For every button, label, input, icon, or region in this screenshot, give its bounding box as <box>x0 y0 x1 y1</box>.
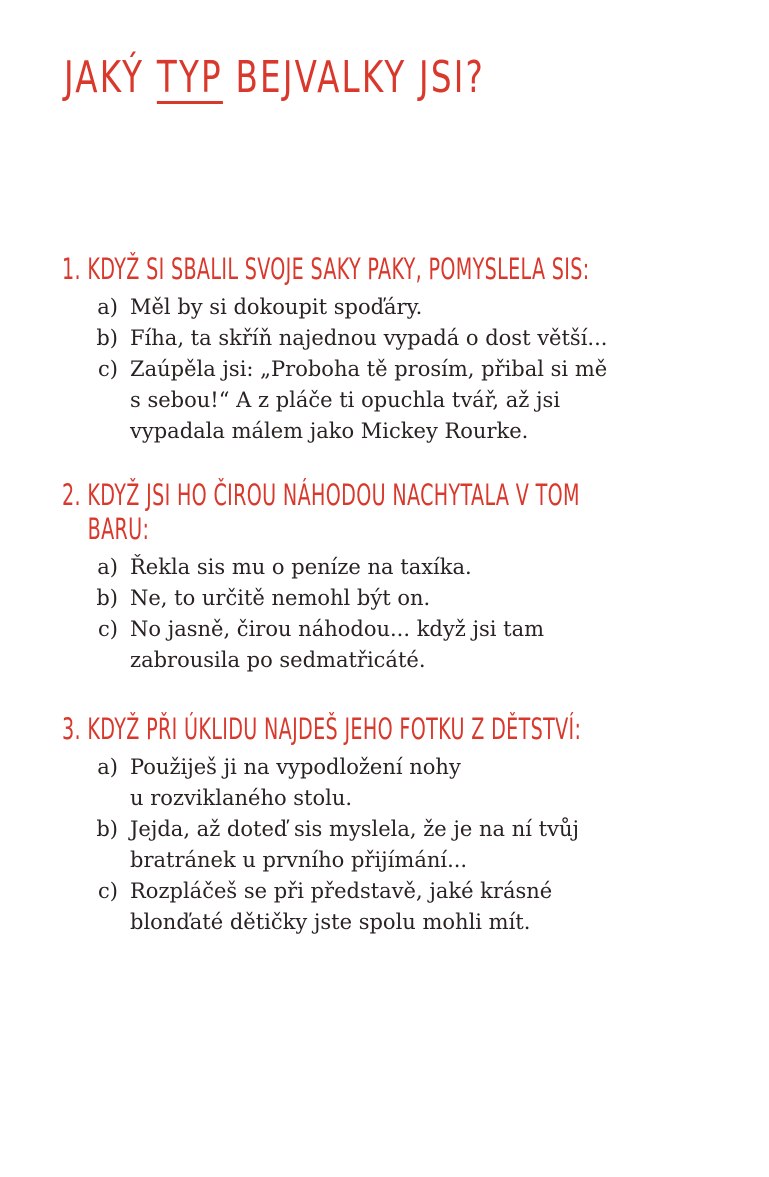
answer-text: Zaúpěla jsi: „Proboha tě prosím, přibal si mě s sebou!“ A z pláče ti opuchla tvář, až jsi vypadala málem jako Mickey Rourke. <box>130 357 608 443</box>
answer-letter: a) <box>97 555 118 579</box>
question-3 <box>62 712 745 938</box>
question-1-answers <box>62 292 745 447</box>
answer-letter: b) <box>96 326 118 350</box>
question-2 <box>62 478 745 676</box>
title-underlined-word: TYP <box>156 52 223 103</box>
answer-text: Ne, to určitě nemohl být on. <box>130 586 431 610</box>
answer-3a <box>62 752 745 814</box>
answer-letter: c) <box>98 617 118 641</box>
question-2-answers <box>62 552 745 676</box>
answer-text: Fíha, ta skříň najednou vypadá o dost větší... <box>130 326 608 350</box>
question-3-answers <box>62 752 745 938</box>
question-1 <box>62 252 745 447</box>
answer-text: No jasně, čirou náhodou... když jsi tam zabrousila po sedmatřicáté. <box>130 617 545 672</box>
answer-text: Řekla sis mu o peníze na taxíka. <box>130 555 472 579</box>
answer-1a <box>62 292 745 323</box>
answer-2c <box>62 614 745 676</box>
title-before: JAKÝ <box>64 52 157 103</box>
answer-text: Jejda, až doteď sis myslela, že je na ní tvůj bratránek u prvního přijímání... <box>130 817 579 872</box>
answer-2a <box>62 552 745 583</box>
answer-text: Použiješ ji na vypodložení nohy u rozviklaného stolu. <box>130 755 461 810</box>
page-title <box>64 52 486 103</box>
answer-2b <box>62 583 745 614</box>
answer-letter: b) <box>96 586 118 610</box>
question-1-heading: 1. KDYŽ SI SBALIL SVOJE SAKY PAKY, POMYSLELA SIS: <box>62 252 590 286</box>
question-2-heading: 2. KDYŽ JSI HO ČIROU NÁHODOU NACHYTALA V TOM BARU: <box>62 478 580 547</box>
answer-text: Rozpláčeš se při představě, jaké krásné blonďaté dětičky jste spolu mohli mít. <box>130 879 553 934</box>
answer-letter: a) <box>97 755 118 779</box>
answer-3b <box>62 814 745 876</box>
answer-letter: a) <box>97 295 118 319</box>
answer-letter: c) <box>98 879 118 903</box>
answer-1b <box>62 323 745 354</box>
answer-text: Měl by si dokoupit spoďáry. <box>130 295 423 319</box>
title-after: BEJVALKY JSI? <box>222 52 486 103</box>
answer-1c <box>62 354 745 447</box>
answer-letter: b) <box>96 817 118 841</box>
question-3-heading: 3. KDYŽ PŘI ÚKLIDU NAJDEŠ JEHO FOTKU Z DĚTSTVÍ: <box>62 712 582 746</box>
answer-3c <box>62 876 745 938</box>
answer-letter: c) <box>98 357 118 381</box>
